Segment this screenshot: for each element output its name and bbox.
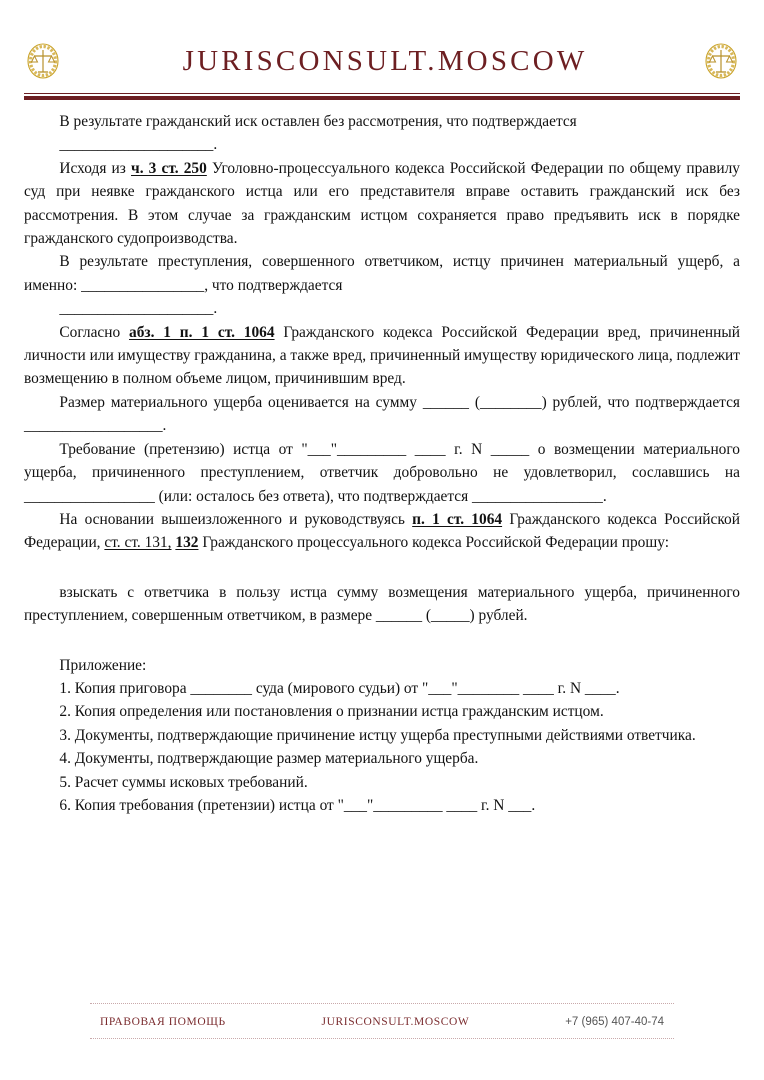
paragraph-7-mid: Гражданского кодекса Российской Федерации, (24, 510, 740, 552)
legal-reference-upk-250: ч. 3 ст. 250 (131, 159, 207, 177)
paragraph-3-text: В результате преступления, совершенного ответчиком, истцу причинен материальный ущерб, а именно: ________________, что подтверждается (24, 253, 740, 294)
footer-phone: +7 (965) 407-40-74 (565, 1016, 664, 1028)
paragraph-8-request: взыскать с ответчика в пользу истца сумму возмещения материального ущерба, причиненного преступлением, совершенным ответчиком, в размере ______ (_____) рублей. (24, 583, 740, 625)
footer-brand: JURISCONSULT.MOSCOW (321, 1016, 470, 1028)
document-body (0, 100, 764, 1003)
paragraph-3 (24, 250, 740, 297)
paragraph-6-claim-demand: Требование (претензию) истца от "___"_________ ____ г. N _____ о возмещении материального ущерба, причиненного преступлением, ответчик добровольно не удовлетворил, сославшись на _________________ (или: осталось без ответа), что подтверждается _________________. (24, 440, 740, 505)
list-item: 5. Расчет суммы исковых требований. (59, 773, 308, 791)
attachments-spacer (24, 628, 740, 654)
legal-reference-gk-1064-p1: п. 1 ст. 1064 (412, 510, 503, 528)
legal-reference-gk-1064-abz1: абз. 1 п. 1 ст. 1064 (129, 323, 275, 341)
paragraph-4-lead: Согласно (59, 323, 130, 341)
scales-of-justice-laurel-emblem-left (24, 41, 62, 81)
request-spacer (24, 555, 740, 581)
footer-row (90, 1005, 674, 1038)
list-item: 4. Документы, подтверждающие размер материального ущерба. (59, 750, 479, 768)
attachments-list (24, 677, 740, 817)
paragraph-4-rest: Гражданского кодекса Российской Федерации вред, причиненный личности или имуществу гражданина, а также вред, причиненный имуществу юридического лица, подлежит возмещению в полном объеме лицом, причинившим вред. (24, 323, 740, 388)
legal-reference-gpk-131: ст. ст. 131, (104, 534, 172, 552)
legal-reference-gpk-132: 132 (175, 534, 199, 552)
header-divider (24, 93, 740, 100)
scales-of-justice-laurel-emblem-right (702, 41, 740, 81)
paragraph-5-damage-amount: Размер материального ущерба оценивается на сумму ______ (________) рублей, что подтверждается __________________. (24, 393, 740, 435)
footer-divider-bottom (90, 1038, 674, 1040)
brand-title: JURISCONSULT.MOSCOW (182, 44, 588, 77)
paragraph-2-rest: Уголовно-процессуального кодекса Российской Федерации по общему правилу суд при неявке гражданского истца или его представителя вправе оставить гражданский иск без рассмотрения. В этом случае за гражданским истцом сохраняется право предъявить иск в порядке гражданского судопроизводства. (24, 159, 741, 248)
paragraph-2 (24, 157, 740, 251)
list-item: 2. Копия определения или постановления о признании истца гражданским истцом. (59, 703, 604, 721)
list-item: 3. Документы, подтверждающие причинение истцу ущерба преступными действиями ответчика. (59, 726, 696, 744)
paragraph-7-lead: На основании вышеизложенного и руководствуясь (59, 510, 413, 528)
paragraph-7-legal-basis (24, 508, 740, 555)
paragraph-1 (24, 110, 740, 133)
paragraph-1-text: В результате гражданский иск оставлен без рассмотрения, что подтверждается (59, 113, 577, 130)
paragraph-3-blank: ____________________. (59, 300, 218, 318)
paragraph-1-blank: ____________________. (59, 136, 218, 154)
list-item: 6. Копия требования (претензии) истца от "___"_________ ____ г. N ___. (59, 796, 536, 814)
header-row (24, 36, 740, 86)
paragraph-7-tail: Гражданского процессуального кодекса Российской Федерации прошу: (198, 534, 669, 552)
paragraph-2-lead: Исходя из (59, 159, 132, 177)
attachments-title: Приложение: (59, 656, 147, 674)
page-footer (0, 1003, 764, 1080)
paragraph-4 (24, 321, 740, 391)
list-item: 1. Копия приговора ________ суда (мирового судьи) от "___"________ ____ г. N ____. (59, 679, 620, 697)
header-rule-thin (24, 93, 740, 94)
footer-tagline: ПРАВОВАЯ ПОМОЩЬ (100, 1016, 226, 1028)
page-header (0, 0, 764, 100)
